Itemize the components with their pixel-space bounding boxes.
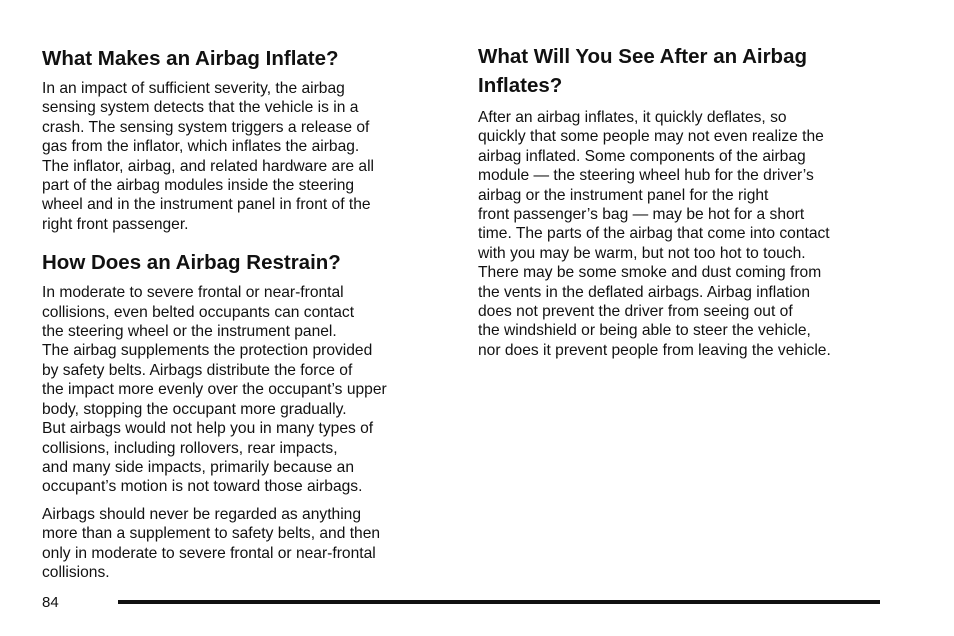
heading-what-makes-airbag-inflate: What Makes an Airbag Inflate? — [42, 47, 339, 70]
paragraph-airbag-restrain-1: In moderate to severe frontal or near-frontal collisions, even belted occupants can contact the steering wheel or the instrument panel. The airbag supplements the protection provided by safety belts. Airbags distribute the force of the impact more evenly over the occupant’s upper body, stopping the occupant more gradually. But airbags would not help you in many types of collisions, including rollovers, rear impacts, and many side impacts, primarily because an occupant’s motion is not toward those airbags. — [42, 284, 387, 496]
paragraph-airbag-inflate: In an impact of sufficient severity, the airbag sensing system detects that the vehicle is in a crash. The sensing system triggers a release of gas from the inflator, which inflates the airbag. The inflator, airbag, and related hardware are all part of the airbag modules inside the steering wheel and in the instrument panel in front of the right front passenger. — [42, 80, 374, 233]
paragraph-after-inflation: After an airbag inflates, it quickly deflates, so quickly that some people may not even realize the airbag inflated. Some components of the airbag module — the steering wheel hub for the driver’s airbag or the instrument panel for the right front passenger’s bag — may be hot for a short time. The parts of the airbag that come into contact with you may be warm, but not too hot to touch. There may be some smoke and dust coming from the vents in the deflated airbags. Airbag inflation does not prevent the driver from seeing out of the windshield or being able to steer the vehicle, nor does it prevent people from leaving the vehicle. — [478, 109, 831, 359]
heading-what-you-see-after-inflation: What Will You See After an Airbag Inflates? — [478, 45, 807, 97]
right-column — [478, 42, 888, 368]
left-column — [42, 44, 442, 590]
heading-how-airbag-restrain: How Does an Airbag Restrain? — [42, 251, 341, 275]
footer-rule — [118, 600, 880, 604]
page-number: 84 — [42, 594, 59, 611]
paragraph-airbag-restrain-2: Airbags should never be regarded as anything more than a supplement to safety belts, and then only in moderate to severe frontal or near-frontal collisions. — [42, 505, 381, 581]
